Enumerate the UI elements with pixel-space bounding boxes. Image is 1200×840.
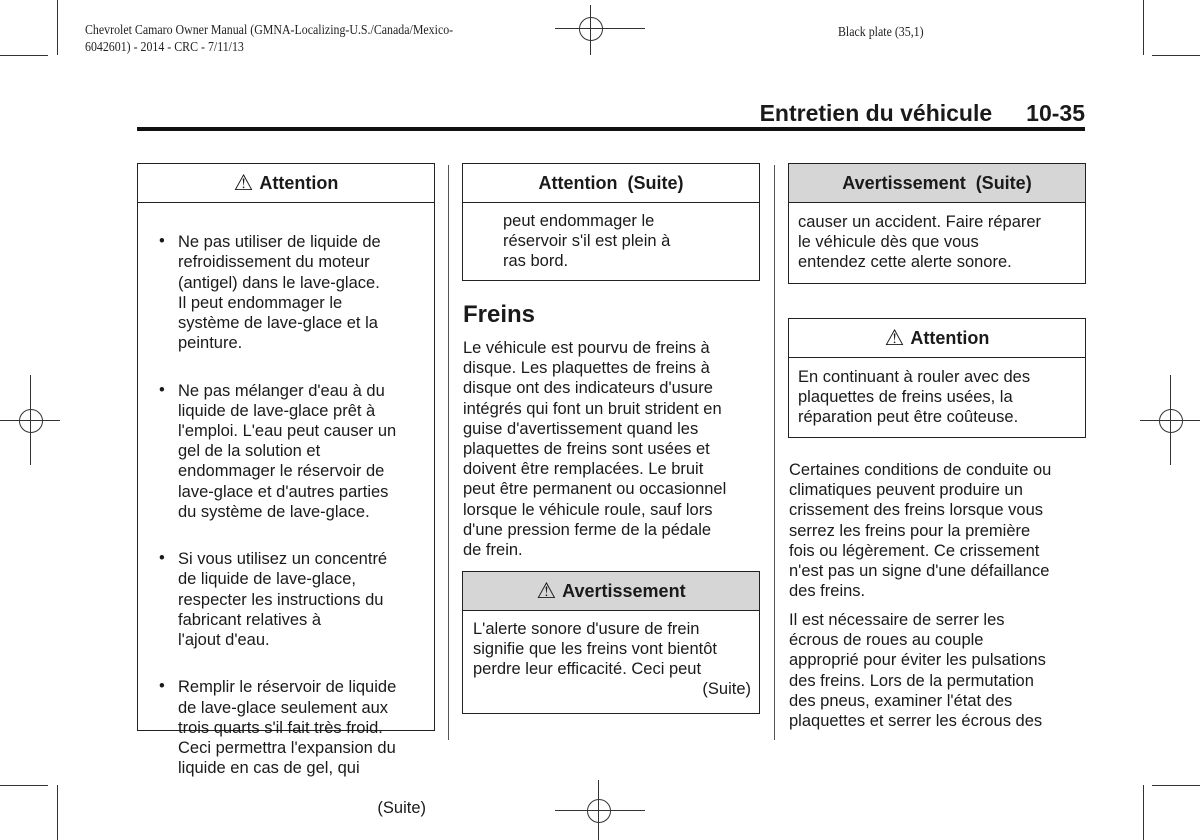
crop-mark — [1152, 785, 1200, 786]
squeal-paragraph: Certaines conditions de conduite ou climatiques peuvent produire un crissement des freins lorsque vous serrez les freins pour la première fois ou légèrement. Ce crissement n'est pas un signe d'une défaillance des freins. — [789, 461, 1052, 601]
list-item: • Remplir le réservoir de liquide de lave-glace seulement aux trois quarts s'il fait très froid. Ceci permettra l'expansion du liquide en cas de gel, qui — [138, 677, 434, 778]
continued-label: (Suite) — [377, 798, 426, 817]
box-title: Attention — [259, 172, 339, 193]
list-item: • Ne pas mélanger d'eau à du liquide de lave-glace prêt à l'emploi. L'eau peut causer un gel de la solution et endommager le réservoir de lave-glace et d'autres parties du système de lave-glace. — [138, 381, 434, 522]
list-item: • Ne pas utiliser de liquide de refroidissement du moteur (antigel) dans le lave-glace. Il peut endommager le système de lave-glace et la peinture. — [138, 232, 434, 353]
warning-triangle-icon: ⚠ — [884, 325, 905, 350]
crop-mark — [1143, 785, 1144, 840]
crop-mark — [0, 785, 48, 786]
box-text: peut endommager le réservoir s'il est plein à ras bord. — [503, 212, 671, 271]
box-title: Attention — [910, 327, 990, 348]
section-heading: Freins — [463, 301, 536, 328]
header-rule — [137, 127, 1085, 131]
warning-box-header — [463, 572, 759, 611]
attention-box — [788, 318, 1086, 438]
warning-box — [462, 571, 760, 714]
box-header: Avertissement (Suite) — [789, 164, 1085, 203]
wheel-nut-paragraph: Il est nécessaire de serrer les écrous de roues au couple approprié pour éviter les pulsations des freins. Lors de la permutation des pneus, examiner l'état des plaquettes et serrer les écrous des — [789, 611, 1046, 731]
attention-box-header — [789, 319, 1085, 358]
box-text: L'alerte sonore d'usure de frein signifie que les freins vont bientôt perdre leur efficacité. Ceci peut — [473, 620, 717, 679]
crop-mark — [57, 785, 58, 840]
continued-label: (Suite) — [702, 679, 751, 698]
box-text: causer un accident. Faire réparer le véhicule dès que vous entendez cette alerte sonore. — [798, 213, 1042, 272]
crop-mark — [1143, 0, 1144, 55]
bullet-list — [138, 212, 434, 799]
section-title: Entretien du véhicule — [759, 100, 993, 126]
crop-mark — [0, 55, 48, 56]
crop-mark — [1152, 55, 1200, 56]
attention-box — [137, 163, 435, 817]
page-number: 10-35 — [1026, 100, 1085, 126]
column-divider — [448, 165, 449, 740]
column-divider — [774, 165, 775, 740]
crop-mark — [57, 0, 58, 55]
box-header: Attention (Suite) — [463, 164, 759, 203]
box-title: Avertissement — [562, 580, 686, 601]
list-item: • Si vous utilisez un concentré de liquide de lave-glace, respecter les instructions du fabricant relatives à l'ajout d'eau. — [138, 549, 434, 650]
warning-triangle-icon: ⚠ — [536, 578, 557, 603]
print-header-line2: 6042601) - 2014 - CRC - 7/11/13 — [85, 40, 244, 55]
print-header-line1: Chevrolet Camaro Owner Manual (GMNA-Localizing-U.S./Canada/Mexico- — [85, 23, 454, 38]
warning-triangle-icon: ⚠ — [233, 170, 254, 195]
warning-continued-box — [788, 163, 1086, 284]
attention-continued-box — [462, 163, 760, 281]
brakes-paragraph: Le véhicule est pourvu de freins à disque. Les plaquettes de freins à disque ont des indicateurs d'usure intégrés qui font un bruit strident en guise d'avertissement quand les plaquettes de freins sont usées et doivent être remplacées. Le bruit peut être permanent ou occasionnel lorsque le véhicule roule, sauf lors d'une pression ferme de la pédale de frein. — [463, 339, 727, 560]
plate-label: Black plate (35,1) — [838, 25, 924, 40]
box-text: En continuant à rouler avec des plaquettes de freins usées, la réparation peut être coûteuse. — [798, 368, 1031, 427]
attention-box-header — [138, 164, 434, 203]
page-title — [760, 100, 1085, 127]
